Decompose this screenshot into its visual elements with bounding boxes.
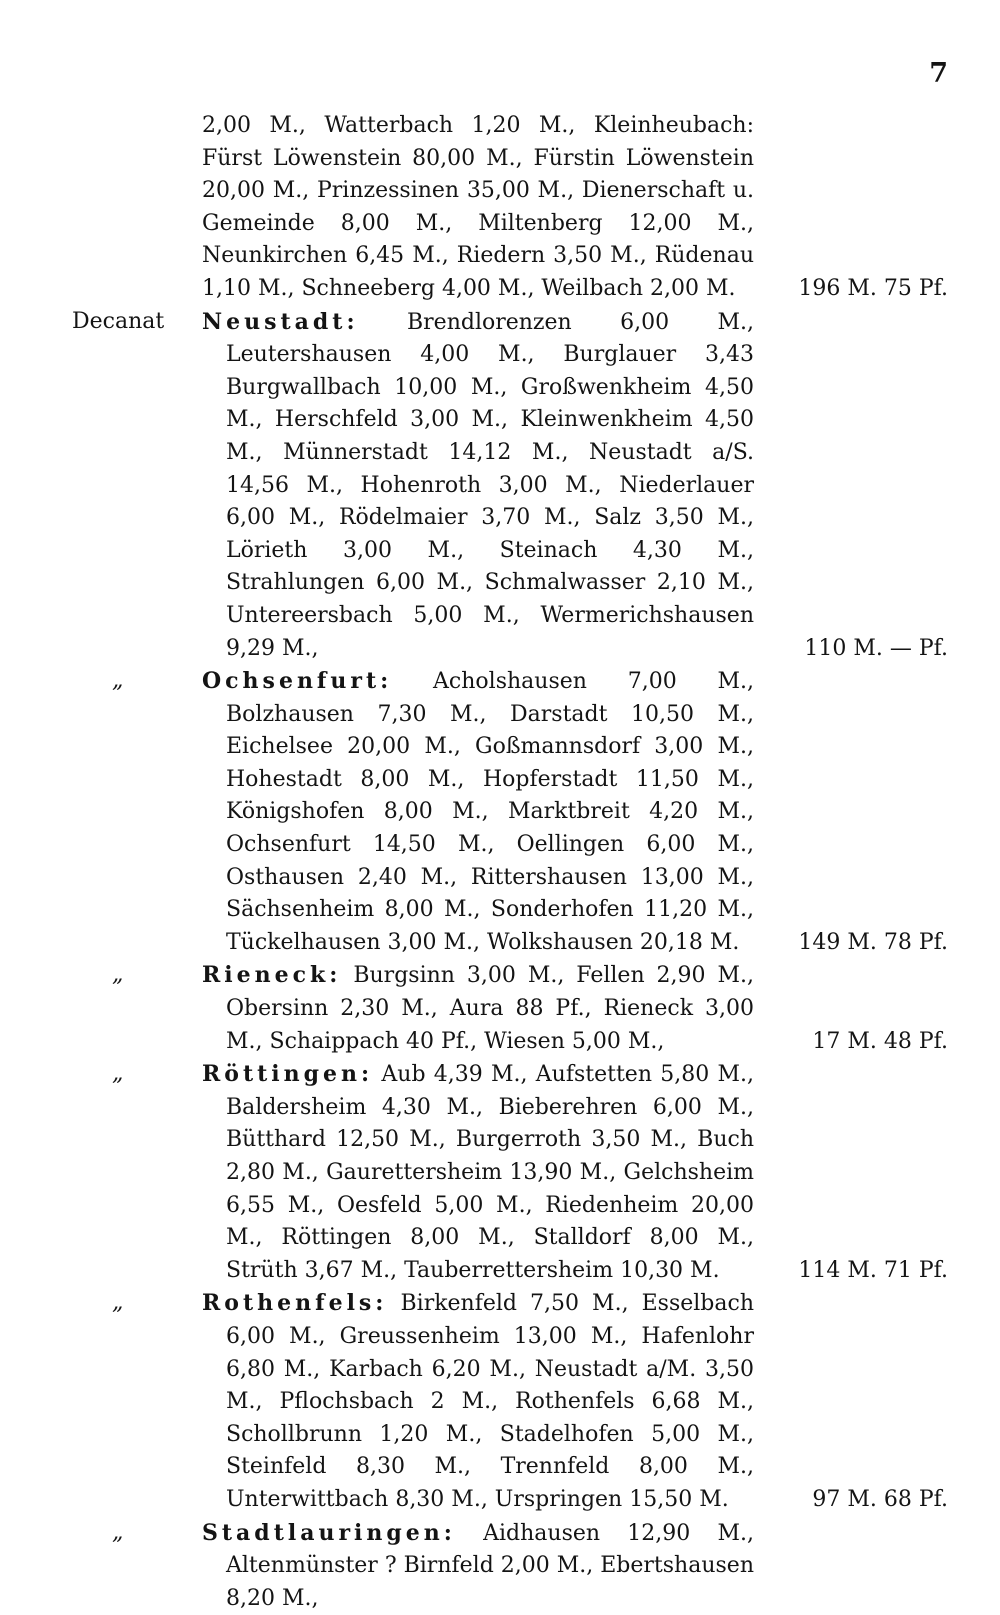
ditto-mark: „ bbox=[112, 1290, 124, 1316]
entry-ochsenfurt bbox=[0, 665, 1000, 959]
entry-body: Aub 4,39 M., Aufstetten 5,80 M., Baldersheim 4,30 M., Bieberehren 6,00 M., Bütthard 12,50 M., Burgerroth 3,50 M., Buch 2,80 M., Gaurettersheim 13,90 M., Gelchsheim 6,55 M., Oesfeld 5,00 M., Riedenheim 20,00 M., Röttingen 8,00 M., Stalldorf 8,00 M., Strüth 3,67 M., Tauberrettersheim 10,30 M. bbox=[226, 1062, 754, 1283]
entry-total: 114 M. 71 Pf. bbox=[798, 1257, 948, 1283]
entry-body: Acholshausen 7,00 M., Bolzhausen 7,30 M., Darstadt 10,50 M., Eichelsee 20,00 M., Goßmannsdorf 3,00 M., Hohestadt 8,00 M., Hopferstadt 11,50 M., Königshofen 8,00 M., Marktbreit 4,20 M., Ochsenfurt 14,50 M., Oellingen 6,00 M., Osthausen 2,40 M., Rittershausen 13,00 M., Sächsenheim 8,00 M., Sonderhofen 11,20 M., Tückelhausen 3,00 M., Wolkshausen 20,18 M. bbox=[226, 669, 754, 955]
entry-text bbox=[202, 1058, 754, 1287]
entry-label: Decanat bbox=[72, 308, 165, 334]
entry-text bbox=[202, 110, 754, 306]
entry-text bbox=[202, 1517, 754, 1615]
ditto-mark: „ bbox=[112, 962, 124, 988]
entry-body: Burgsinn 3,00 M., Fellen 2,90 M., Obersinn 2,30 M., Aura 88 Pf., Rieneck 3,00 M., Schaippach 40 Pf., Wiesen 5,00 M., bbox=[226, 963, 754, 1054]
entry-stadtlauringen bbox=[0, 1517, 1000, 1615]
entry-continuation bbox=[0, 110, 1000, 306]
ditto-mark: „ bbox=[112, 668, 124, 694]
entry-body: Brendlorenzen 6,00 M., Leutershausen 4,00 M., Burglauer 3,43 Burgwallbach 10,00 M., Großwenkheim 4,50 M., Herschfeld 3,00 M., Kleinwenkheim 4,50 M., Münnerstadt 14,12 M., Neustadt a/S. 14,56 M., Hohenroth 3,00 M., Niederlauer 6,00 M., Rödelmaier 3,70 M., Salz 3,50 M., Lörieth 3,00 M., Steinach 4,30 M., Strahlungen 6,00 M., Schmalwasser 2,10 M., Untereersbach 5,00 M., Wermerichshausen 9,29 M., bbox=[226, 309, 754, 661]
entry-roettingen bbox=[0, 1058, 1000, 1287]
entry-total: 17 M. 48 Pf. bbox=[812, 1028, 948, 1054]
entry-body: Birkenfeld 7,50 M., Esselbach 6,00 M., Greussenheim 13,00 M., Hafenlohr 6,80 M., Karbach 6,20 M., Neustadt a/M. 3,50 M., Pflochsbach 2 M., Rothenfels 6,68 M., Schollbrunn 1,20 M., Stadelhofen 5,00 M., Steinfeld 8,30 M., Trennfeld 8,00 M., Unterwittbach 8,30 M., Urspringen 15,50 M. bbox=[226, 1291, 754, 1512]
entry-total: 110 M. — Pf. bbox=[804, 635, 948, 661]
entry-total: 196 M. 75 Pf. bbox=[798, 275, 948, 301]
entry-text bbox=[202, 959, 754, 1058]
entry-body: 2,00 M., Watterbach 1,20 M., Kleinheubach: Fürst Löwenstein 80,00 M., Fürstin Löwenstein 20,00 M., Prinzessinen 35,00 M., Dienerschaft u. Gemeinde 8,00 M., Miltenberg 12,00 M., Neunkirchen 6,45 M., Riedern 3,50 M., Rüdenau 1,10 M., Schneeberg 4,00 M., Weilbach 2,00 M. bbox=[202, 113, 754, 301]
entry-neustadt bbox=[0, 306, 1000, 666]
ditto-mark: „ bbox=[112, 1061, 124, 1087]
parish-name: Rothenfels: bbox=[202, 1290, 388, 1317]
entry-body: Aidhausen 12,90 M., Altenmünster ? Birnfeld 2,00 M., Ebertshausen 8,20 M., bbox=[226, 1520, 754, 1611]
page-number: 7 bbox=[929, 58, 948, 89]
entry-text bbox=[202, 1287, 754, 1516]
parish-name: Stadtlauringen: bbox=[202, 1519, 456, 1546]
entries-list bbox=[0, 110, 1000, 1615]
parish-name: Rieneck: bbox=[202, 962, 342, 989]
ditto-mark: „ bbox=[112, 1519, 124, 1545]
entry-rothenfels bbox=[0, 1287, 1000, 1516]
entry-rieneck bbox=[0, 959, 1000, 1058]
parish-name: Ochsenfurt: bbox=[202, 668, 393, 695]
entry-text bbox=[202, 306, 754, 666]
entry-text bbox=[202, 665, 754, 959]
parish-name: Röttingen: bbox=[202, 1061, 374, 1088]
entry-total: 149 M. 78 Pf. bbox=[798, 929, 948, 955]
entry-total: 97 M. 68 Pf. bbox=[812, 1486, 948, 1512]
parish-name: Neustadt: bbox=[202, 308, 359, 335]
